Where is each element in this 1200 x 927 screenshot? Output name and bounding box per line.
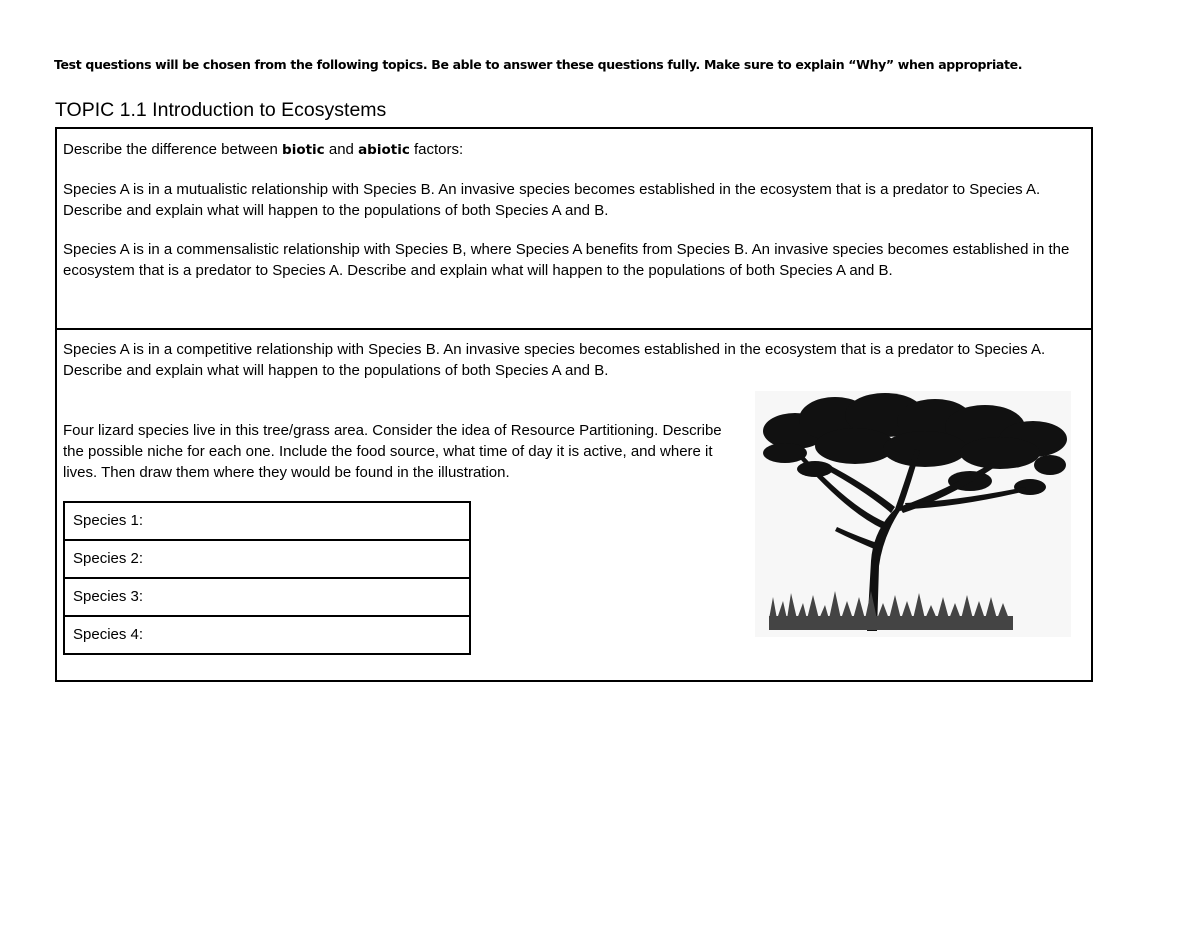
species-row-4: Species 4:: [73, 626, 144, 643]
species-row-3: Species 3:: [65, 579, 469, 617]
question-commensalistic: Species A is in a commensalistic relationship with Species B, where Species A benefits from Species B. An invasive species becomes established in the ecosystem that is a predator to Species A. Describe and explain what will happen to the populations of both Species A and B.: [63, 241, 1070, 279]
q1-and: and: [324, 141, 359, 158]
question-mutualistic: Species A is in a mutualistic relationship with Species B. An invasive species becomes established in the ecosystem that is a predator to Species A. Describe and explain what will happen to the populations of both Species A and B.: [63, 181, 1041, 219]
species-row-2: Species 2:: [65, 541, 469, 579]
q1-suffix: factors:: [409, 141, 464, 158]
question-biotic-abiotic: [63, 139, 463, 161]
species-row-1: Species 1:: [65, 503, 469, 541]
question-resource-partitioning: Four lizard species live in this tree/grass area. Consider the idea of Resource Partitioning. Describe the possible niche for each one. Include the food source, what time of day it is active, and where it lives. Then draw them where they would be found in the illustration.: [63, 422, 722, 481]
table-row-1: [57, 129, 1091, 330]
species-table: [63, 501, 471, 655]
topic-table: [55, 127, 1093, 682]
q1-prefix: Describe the difference between: [63, 141, 283, 158]
tree-icon: [755, 391, 1071, 637]
term-biotic: biotic: [282, 142, 325, 158]
tree-illustration: [755, 391, 1071, 637]
instructions-note: Test questions will be chosen from the following topics. Be able to answer these questions fully. Make sure to explain “Why” when appropriate.: [54, 57, 1023, 72]
question-competitive: Species A is in a competitive relationship with Species B. An invasive species becomes established in the ecosystem that is a predator to Species A. Describe and explain what will happen to the populations of both Species A and B.: [63, 341, 1046, 379]
term-abiotic: abiotic: [358, 142, 410, 158]
topic-title: TOPIC 1.1 Introduction to Ecosystems: [55, 99, 387, 121]
